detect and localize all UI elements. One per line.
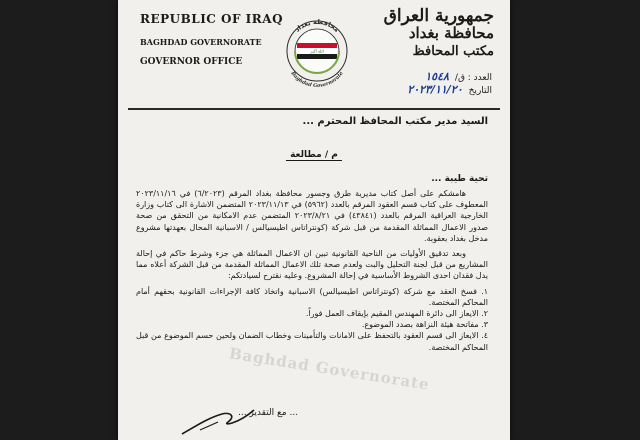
reference-date-value: ٢٠٢٣/١١/٢٠ [407,83,463,96]
list-item: ٣. مفاتحة هيئة النزاهة بصدد الموضوع. [361,320,488,330]
governorate-logo [278,12,356,90]
closing: ... مع التقدير ... [238,408,299,418]
letterhead-office: GOVERNOR OFFICE [140,57,243,67]
reference-number-label: العدد : ق/ [454,73,492,83]
letterhead-english [140,12,283,67]
list-item: ٢. الايعاز الى دائرة المهندس المقيم بإيقاف العمل فوراً. [305,309,488,319]
reference-block [407,70,492,96]
addressee: السيد مدير مكتب المحافظ المحترم ... [302,116,488,127]
reference-date-label: التاريخ [468,86,492,96]
letter-body [136,188,488,353]
letterhead-arabic-governorate: محافظة بغداد [408,24,494,42]
subject-text: م / مطالعة [286,150,342,161]
list-item: ٤. الايعاز الى قسم العقود بالتحفظ على الامانات والتأمينات وخطاب الضمان ولحين حسم الموضوع من قبل المحاكم المختصة. [136,331,488,352]
letterhead-arabic [384,6,494,59]
reference-number-value: ١٥٤٨ [425,70,449,83]
list-item: ١. فسخ العقد مع شركة (كونتراتاس اطيسيالس) الاسبانية واتخاذ كافة الإجراءات القانونية بحقهم أمام المحاكم المختصة. [136,286,488,307]
letterhead-arabic-office: مكتب المحافظ [412,44,494,59]
greeting: تحية طيبة ... [431,174,488,184]
official-letter [118,0,510,440]
logo-arabic-text: محافظة بغداد [293,17,341,34]
body-paragraph: هامشكم على أصل كتاب مديرية طرق وجسور محافظة بغداد المرقم (٦/٢٠٢٣) في ٢٠٢٣/١١/١٦ المعطوف على كتاب قسم العقود المرقم بالعدد (٥٩٦٢) في ٢٠٢٣/١١/١٣ المتضمن الاشارة الى كتاب وزارة الخارجية العراقية المرقم بالعدد (٤٣٨٤١) في ٢٠٢٣/٨/٢١ المتضمن عدم الامكانية من التحقق من صحة صدور الاعمال المماثلة المقدمة من قبل شركة (كونتراتاس اطيسيالس / الاسبانية المحال بعهدتها مشروع مدخل بغداد بعقوبة. [136,189,489,243]
subject-line [118,150,510,160]
header-divider [128,108,500,110]
logo-inner-text: الله أكبر [310,48,324,54]
letterhead-governorate: BAGHDAD GOVERNORATE [140,37,262,47]
body-paragraph: وبعد تدقيق الأوليات من الناحية القانونية تبين ان الاعمال المماثلة هي جزء وشرط حاكم في إحالة المشاريع من قبل لجنة التحليل والبت ولعدم صحة تلك الاعمال المماثلة المقدمة من قبل الشركة أعلاه مما يدل فقدان احدى الشروط الأساسية في إحالة المشروع. وعليه نقترح لسيادتكم: [136,249,488,281]
signature-icon [178,404,258,440]
letterhead-republic: REPUBLIC OF IRAQ [140,12,284,26]
watermark: Baghdad Governorate [227,344,431,394]
logo-english-text: Baghdad Governorate [289,70,345,90]
letterhead-arabic-republic: جمهورية العراق [383,6,494,26]
